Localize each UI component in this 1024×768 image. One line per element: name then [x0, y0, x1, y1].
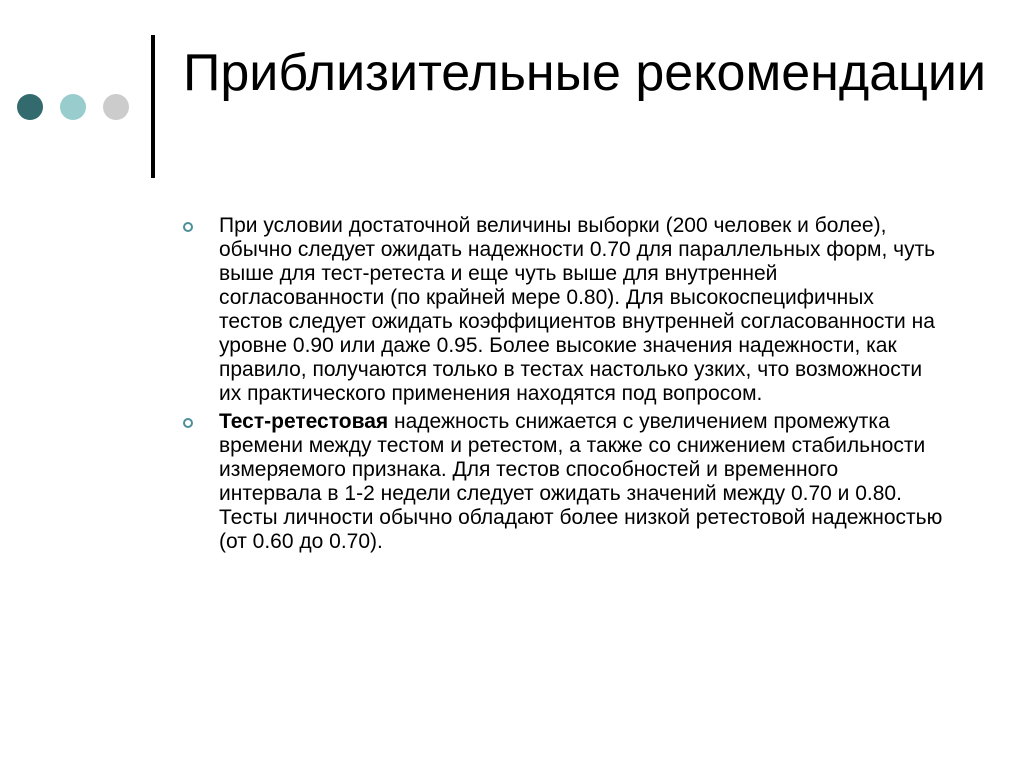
- decorative-dots: [17, 94, 129, 120]
- slide-title: Приблизительные рекомендации: [183, 44, 987, 102]
- slide-content: [183, 214, 943, 558]
- bullet-bold-lead: Тест-ретестовая: [219, 410, 389, 433]
- ring-bullet-icon: [183, 222, 193, 232]
- dark-teal-dot-icon: [17, 94, 43, 120]
- bullet-text: При условии достаточной величины выборки (200 человек и более), обычно следует ожидать надежности 0.70 для параллельных форм, чуть выше для тест-ретеста и еще чуть выше для внутренней согласованности (по крайней мере 0.80). Для высокоспецифичных тестов следует ожидать коэффициентов внутренней согласованности на уровне 0.90 или даже 0.95. Более высокие значения надежности, как правило, получаются только в тестах настолько узких, что возможности их практического применения находятся под вопросом.: [219, 214, 936, 405]
- bullet-text: надежность снижается с увеличением промежутка времени между тестом и ретестом, а также со снижением стабильности измеряемого признака. Для тестов способностей и временного интервала в 1-2 недели следует ожидать значений между 0.70 и 0.80. Тесты личности обычно обладают более низкой ретестовой надежностью (от 0.60 до 0.70).: [219, 410, 943, 553]
- bullet-item-test-retest: [183, 410, 943, 554]
- title-divider-bar: [151, 35, 155, 178]
- gray-dot-icon: [103, 94, 129, 120]
- ring-bullet-icon: [183, 418, 193, 428]
- light-teal-dot-icon: [60, 94, 86, 120]
- bullet-item-sample-size: [183, 214, 943, 406]
